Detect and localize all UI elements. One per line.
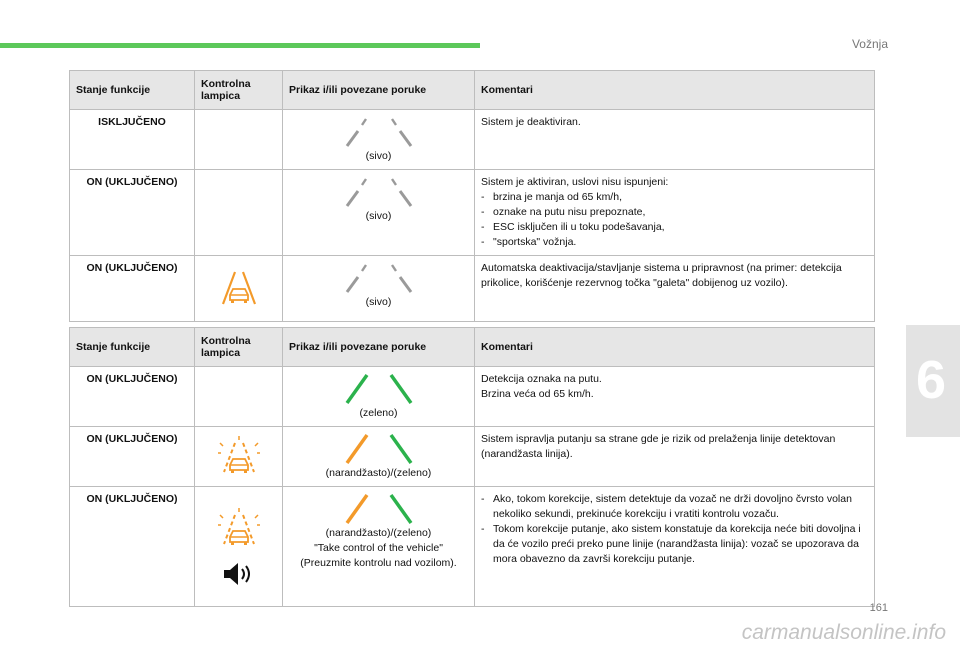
display-message: "Take control of the vehicle"	[314, 542, 443, 554]
speaker-icon	[222, 561, 256, 587]
comment-text: Sistem je deaktiviran.	[481, 116, 581, 128]
list-item: - "sportska" vožnja.	[481, 235, 868, 250]
list-item: - Tokom korekcije putanje, ako sistem konstatuje da korekcija neće biti dovoljna i da će vozilo preći preko pune linije (narandžasta linija): vozač se upozorava da mora obavezno da završi korekciju putanje.	[481, 522, 868, 567]
col-header-lamp: Kontrolna lampica	[195, 71, 283, 110]
col-header-state: Stanje funkcije	[70, 71, 195, 110]
top-accent-bar	[0, 43, 480, 48]
col-header-display: Prikaz i/ili povezane poruke	[283, 328, 475, 367]
col-header-display: Prikaz i/ili povezane poruke	[283, 71, 475, 110]
state-cell: ON (UKLJUČENO)	[70, 256, 195, 322]
comment-list	[481, 190, 868, 250]
display-caption: (zeleno)	[359, 407, 398, 419]
col-header-state: Stanje funkcije	[70, 328, 195, 367]
display-cell	[283, 256, 475, 322]
lane-lines-orange-green-icon	[334, 432, 424, 466]
comment-line: Detekcija oznaka na putu.	[481, 373, 602, 385]
comment-text: Sistem ispravlja putanju sa strane gde je rizik od prelaženja linije detektovan (narandžasta linija).	[481, 433, 836, 460]
col-header-lamp: Kontrolna lampica	[195, 328, 283, 367]
table-header-row	[70, 71, 875, 110]
display-caption: (sivo)	[365, 150, 392, 162]
section-title: Vožnja	[851, 37, 888, 51]
lane-keep-active-icon	[217, 435, 261, 479]
col-header-comment: Komentari	[475, 328, 875, 367]
state-cell: ON (UKLJUČENO)	[70, 367, 195, 427]
display-caption: (sivo)	[365, 296, 392, 308]
comment-cell	[475, 487, 875, 607]
state-cell: ISKLJUČENO	[70, 110, 195, 170]
table-row	[70, 487, 875, 607]
chapter-tab	[906, 325, 960, 437]
lane-keep-active-icon	[217, 507, 261, 551]
display-caption: (narandžasto)/(zeleno)	[325, 527, 432, 539]
display-cell	[283, 427, 475, 487]
display-cell	[283, 170, 475, 256]
lamp-cell	[195, 487, 283, 607]
table-row	[70, 427, 875, 487]
comment-cell	[475, 256, 875, 322]
lamp-cell	[195, 110, 283, 170]
lamp-cell	[195, 256, 283, 322]
display-cell	[283, 110, 475, 170]
watermark: carmanualsonline.info	[741, 621, 946, 644]
display-cell	[283, 487, 475, 607]
comment-cell	[475, 110, 875, 170]
lane-lines-grey-icon	[334, 175, 424, 209]
lamp-cell	[195, 170, 283, 256]
lane-lines-grey-icon	[334, 115, 424, 149]
list-item: - Ako, tokom korekcije, sistem detektuje da vozač ne drži dovoljno čvrsto volan nekoliko sekundi, prekinuće korekciju i vratiti kontrolu vozaču.	[481, 492, 868, 522]
col-header-comment: Komentari	[475, 71, 875, 110]
status-table-2	[69, 327, 875, 607]
list-item: - brzina je manja od 65 km/h,	[481, 190, 868, 205]
table-row	[70, 170, 875, 256]
status-table-1	[69, 70, 875, 322]
comment-cell	[475, 367, 875, 427]
display-cell	[283, 367, 475, 427]
lane-lines-orange-green-icon	[334, 492, 424, 526]
display-caption: (narandžasto)/(zeleno)	[325, 467, 432, 479]
comment-text: Sistem je aktiviran, uslovi nisu ispunjeni:	[481, 176, 669, 188]
display-caption: (sivo)	[365, 210, 392, 222]
chapter-number: 6	[916, 350, 947, 410]
table-header-row	[70, 328, 875, 367]
lamp-cell	[195, 367, 283, 427]
comment-cell	[475, 427, 875, 487]
table-row	[70, 110, 875, 170]
state-cell: ON (UKLJUČENO)	[70, 487, 195, 607]
lamp-cell	[195, 427, 283, 487]
table-row	[70, 367, 875, 427]
comment-cell	[475, 170, 875, 256]
display-message-translation: (Preuzmite kontrolu nad vozilom).	[300, 557, 457, 569]
list-item: - oznake na putu nisu prepoznate,	[481, 205, 868, 220]
state-cell: ON (UKLJUČENO)	[70, 170, 195, 256]
lane-lines-grey-icon	[334, 261, 424, 295]
page-number: 161	[869, 602, 888, 614]
comment-line: Brzina veća od 65 km/h.	[481, 388, 594, 400]
lane-keep-warning-icon	[219, 269, 259, 309]
lane-lines-green-icon	[334, 372, 424, 406]
list-item: - ESC isključen ili u toku podešavanja,	[481, 220, 868, 235]
table-row	[70, 256, 875, 322]
state-cell: ON (UKLJUČENO)	[70, 427, 195, 487]
comment-text: Automatska deaktivacija/stavljanje sistema u pripravnost (na primer: detekcija prikolice, korišćenje rezervnog točka "galeta" dobijenog uz vozilo).	[481, 262, 842, 289]
comment-list	[481, 492, 868, 567]
